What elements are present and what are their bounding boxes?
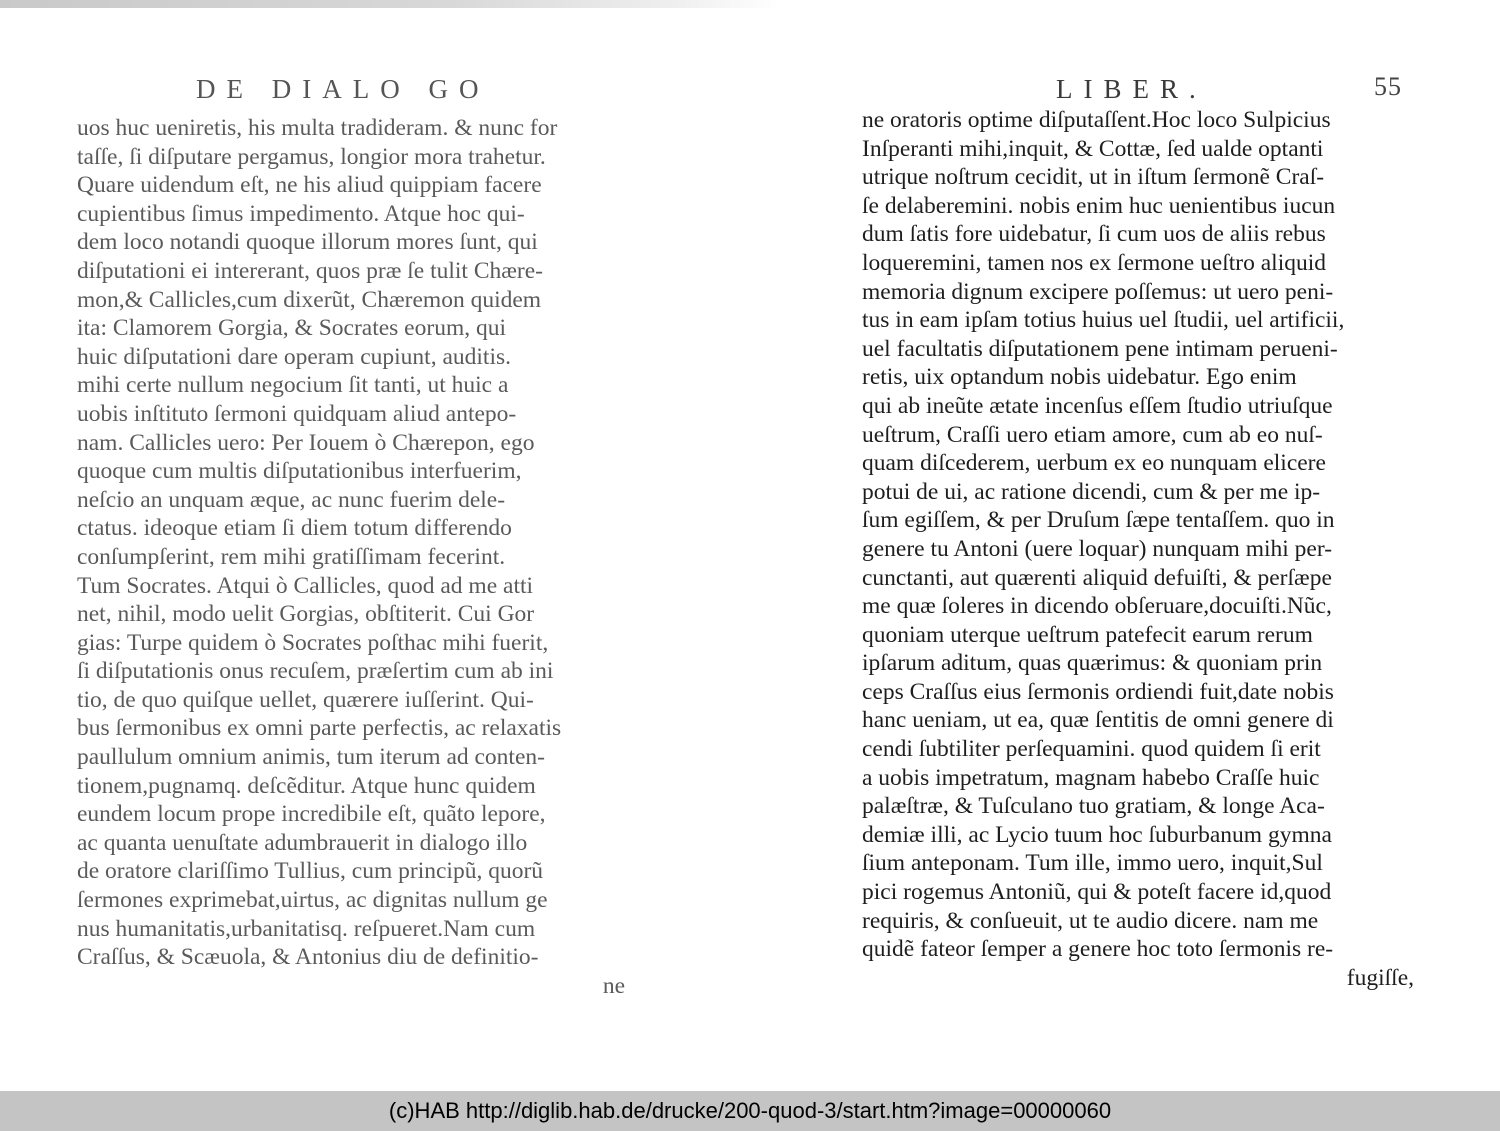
text-line: dum ſatis fore uidebatur, ſi cum uos de aliis rebus [862, 221, 1326, 248]
text-line: genere tu Antoni (uere loquar) nunquam mihi per- [862, 535, 1333, 562]
text-line: cupientibus ſimus impedimento. Atque hoc qui- [77, 200, 525, 227]
left-page-text [77, 114, 625, 1000]
text-line: tio, de quo quiſque uellet, quærere iuſſerint. Qui- [77, 686, 534, 713]
text-line: ita: Clamorem Gorgia, & Socrates eorum, qui [77, 315, 507, 342]
text-line: ſium anteponam. Tum ille, immo uero, inquit,Sul [862, 850, 1323, 877]
text-line: eundem locum prope incredibile eſt, quãto lepore, [77, 801, 546, 828]
text-line: gias: Turpe quidem ò Socrates poſthac mihi fuerit, [77, 629, 549, 656]
text-line: ſermones exprimebat,uirtus, ac dignitas nullum ge [77, 887, 548, 914]
text-line: quoniam uterque ueſtrum patefecit earum rerum [862, 621, 1313, 648]
text-line: ctatus. ideoque etiam ſi diem totum differendo [77, 515, 512, 542]
text-line: palæſtræ, & Tuſculano tuo gratiam, & longe Aca- [862, 793, 1325, 820]
text-line: demiæ illi, ac Lycio tuum hoc ſuburbanum gymna [862, 821, 1332, 848]
text-line: loqueremini, tamen nos ex ſermone ueſtro aliquid [862, 249, 1326, 276]
text-line: a uobis impetratum, magnam habebo Craſſe huic [862, 764, 1320, 791]
text-line: bus ſermonibus ex omni parte perfectis, ac relaxatis [77, 715, 562, 742]
text-line: ac quanta uenuſtate adumbrauerit in dialogo illo [77, 829, 528, 856]
text-line: taſſe, ſi diſputare pergamus, longior mora trahetur. [77, 143, 546, 170]
text-line: neſcio an unquam æque, ac nunc fuerim dele- [77, 486, 506, 513]
text-line: ceps Craſſus eius ſermonis ordiendi fuit,date nobis [862, 678, 1334, 705]
text-line: ipſarum aditum, quas quærimus: & quoniam prin [862, 650, 1323, 677]
text-line: cunctanti, aut quærenti aliquid defuiſti, & perſæpe [862, 564, 1332, 591]
text-line: tionem,pugnamq. deſcẽditur. Atque hunc quidem [77, 772, 536, 799]
text-line: Inſperanti mihi,inquit, & Cottæ, ſed ualde optanti [862, 135, 1324, 162]
text-line: ſe delaberemini. nobis enim huc uenientibus iucun [862, 192, 1336, 219]
scan-top-edge [0, 0, 1500, 8]
text-line: tus in eam ipſam totius huius uel ſtudii, uel artificii, [862, 307, 1345, 334]
catchword: ne [602, 972, 625, 999]
right-running-head: LIBER. [1056, 74, 1207, 104]
text-line: utrique noſtrum cecidit, ut in iſtum ſermonẽ Craſ- [862, 164, 1325, 191]
text-line: qui ab ineũte ætate incenſus eſſem ſtudio utriuſque [862, 392, 1333, 419]
footer-credit-bar [0, 1091, 1500, 1131]
text-line: me quæ ſoleres in dicendo obſeruare,docuiſti.Nũc, [862, 593, 1332, 620]
text-line: diſputationi ei intererant, quos præ ſe tulit Chære- [77, 257, 543, 284]
text-line: ne oratoris optime diſputaſſent.Hoc loco Sulpicius [862, 107, 1331, 133]
catchword: fugiſſe, [1346, 964, 1414, 991]
text-line: nam. Callicles uero: Per Iouem ò Chærepon, ego [77, 429, 535, 456]
text-line: de oratore clariſſimo Tullius, cum principũ, quorũ [77, 858, 544, 885]
text-line: ueſtrum, Craſſi uero etiam amore, cum ab eo nuſ- [862, 421, 1323, 448]
text-line: memoria dignum excipere poſſemus: ut uero peni- [862, 278, 1334, 305]
text-line: retis, uix optandum nobis uidebatur. Ego enim [862, 364, 1297, 391]
text-line: quoque cum multis diſputationibus interfuerim, [77, 458, 522, 485]
text-line: uobis inſtituto ſermoni quidquam aliud antepo- [77, 400, 517, 427]
text-line: Tum Socrates. Atqui ò Callicles, quod ad me atti [77, 572, 534, 599]
text-line: potui de ui, ac ratione dicendi, cum & per me ip- [862, 478, 1321, 505]
text-line: hanc ueniam, ut ea, quæ ſentitis de omni genere di [862, 707, 1334, 734]
text-line: Quare uidendum eſt, ne his aliud quippiam facere [77, 172, 542, 199]
text-line: cendi ſubtiliter perſequamini. quod quidem ſi erit [862, 736, 1321, 763]
text-line: uos huc ueniretis, his multa tradideram. & nunc for [77, 115, 558, 141]
text-line: nus humanitatis,urbanitatisq. reſpueret.Nam cum [77, 915, 536, 942]
text-line: huic diſputationi dare operam cupiunt, auditis. [77, 343, 511, 370]
text-line: quam diſcederem, uerbum ex eo nunquam elicere [862, 450, 1326, 477]
footer-credit-text: (c)HAB http://diglib.hab.de/drucke/200-quod-3/start.htm?image=00000060 [388, 1098, 1112, 1123]
text-line: pici rogemus Antoniũ, qui & poteſt facere id,quod [862, 879, 1332, 906]
text-line: ſum egiſſem, & per Druſum ſæpe tentaſſem. quo in [862, 507, 1335, 534]
text-line: ſi diſputationis onus recuſem, præſertim cum ab ini [77, 658, 554, 685]
text-line: dem loco notandi quoque illorum mores ſunt, qui [77, 229, 538, 256]
left-running-head: DE DIALO GO [196, 74, 490, 104]
text-line: conſumpſerint, rem mihi gratiſſimam fecerint. [77, 543, 506, 570]
text-line: mon,& Callicles,cum dixerũt, Chæremon quidem [77, 286, 542, 313]
text-line: uel facultatis diſputationem pene intimam perueni- [862, 335, 1338, 362]
text-line: quidẽ fateor ſemper a genere hoc toto ſermonis re- [862, 936, 1334, 963]
text-line: net, nihil, modo uelit Gorgias, obſtiterit. Cui Gor [77, 601, 535, 628]
text-line: mihi certe nullum negocium ſit tanti, ut huic a [77, 372, 509, 399]
page-number: 55 [1374, 72, 1402, 101]
text-line: paullulum omnium animis, tum iterum ad conten- [77, 744, 545, 771]
text-line: Craſſus, & Scæuola, & Antonius diu de definitio- [77, 944, 539, 971]
text-line: requiris, & conſueuit, ut te audio dicere. nam me [862, 907, 1319, 934]
right-page-text [862, 106, 1414, 992]
